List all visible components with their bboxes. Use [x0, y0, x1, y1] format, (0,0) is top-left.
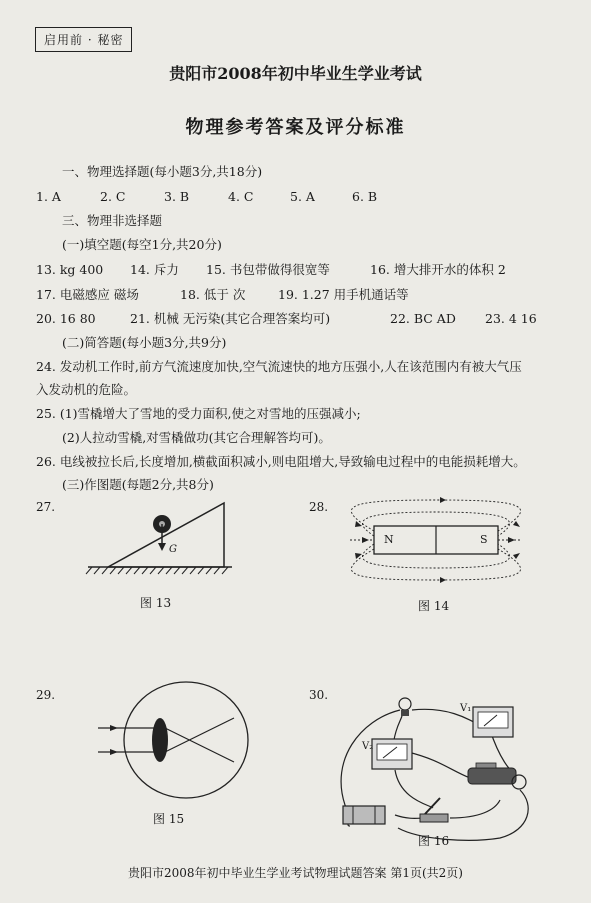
short-q25-line1: 25. (1)雪橇增大了雪地的受力面积,使之对雪地的压强减小;: [36, 406, 361, 421]
answer-5: 5. A: [290, 189, 315, 204]
q30-label: 30.: [309, 688, 329, 702]
fill-q13: 13. kg 400: [36, 262, 104, 277]
gravity-label: G: [169, 544, 177, 555]
q28-label: 28.: [309, 500, 329, 514]
fill-q20: 20. 16 80: [36, 311, 96, 326]
fill-q16: 16. 增大排开水的体积 2: [370, 262, 506, 277]
fill-q17: 17. 电磁感应 磁场: [36, 287, 139, 302]
document-subtitle: 物理参考答案及评分标准: [185, 117, 406, 138]
section1-heading: 一、物理选择题(每小题3分,共18分): [62, 164, 263, 179]
fill-q19: 19. 1.27 用手机通话等: [278, 287, 409, 302]
fill-q21: 21. 机械 无污染(其它合理答案均可): [130, 311, 331, 326]
figure-16-caption: 图 16: [418, 834, 450, 848]
answer-1: 1. A: [36, 189, 61, 204]
answer-6: 6. B: [352, 189, 378, 204]
short-answer-heading: (二)简答题(每小题3分,共9分): [62, 335, 227, 350]
drawing-heading: (三)作图题(每题2分,共8分): [62, 477, 214, 492]
q29-label: 29.: [36, 688, 56, 702]
answer-2: 2. C: [100, 189, 126, 204]
answer-4: 4. C: [228, 189, 254, 204]
short-q26: 26. 电线被拉长后,长度增加,横截面积减小,则电阻增大,导致输电过程中的电能损耗增大。: [36, 454, 526, 469]
exam-title: 贵阳市2008年初中毕业生学业考试: [169, 64, 422, 83]
short-q25-line2: (2)人拉动雪橇,对雪橇做功(其它合理解答均可)。: [62, 430, 331, 445]
voltmeter-v1-label: V₁: [460, 703, 472, 714]
south-pole-label: S: [480, 533, 488, 546]
fill-q18: 18. 低于 次: [180, 287, 246, 302]
voltmeter-v2-label: V₂: [362, 741, 374, 752]
confidential-stamp: 启用前 · 秘密: [35, 27, 132, 52]
fill-q22: 22. BC AD: [390, 311, 456, 326]
short-q24-line1: 24. 发动机工作时,前方气流速度加快,空气流速快的地方压强小,人在该范围内有被大气压: [36, 359, 522, 374]
fill-q15: 15. 书包带做得很宽等: [206, 262, 330, 277]
figure-14-caption: 图 14: [418, 599, 450, 613]
fill-q23: 23. 4 16: [485, 311, 537, 326]
fill-in-heading: (一)填空题(每空1分,共20分): [62, 237, 222, 252]
north-pole-label: N: [384, 533, 394, 546]
fill-q14: 14. 斥力: [130, 262, 179, 277]
q27-label: 27.: [36, 500, 56, 514]
section3-heading: 三、物理非选择题: [62, 213, 163, 228]
figure-15-caption: 图 15: [153, 812, 185, 826]
page-footer: 贵阳市2008年初中毕业生学业考试物理试题答案 第1页(共2页): [128, 866, 463, 880]
short-q24-line2: 入发动机的危险。: [36, 382, 137, 397]
figure-13-caption: 图 13: [140, 596, 172, 610]
answer-3: 3. B: [164, 189, 190, 204]
